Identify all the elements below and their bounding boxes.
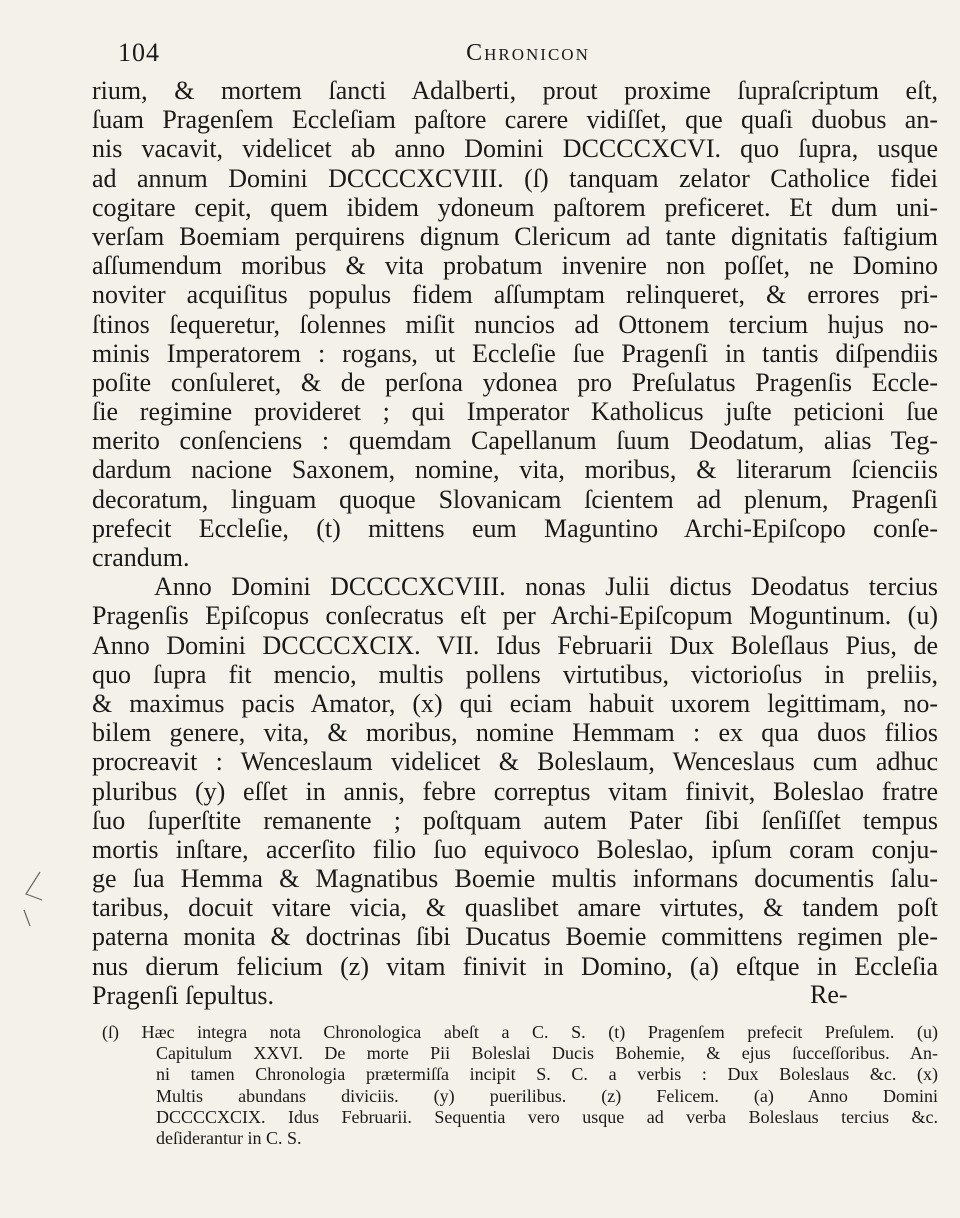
text-line: Anno Domini DCCCCXCVIII. nonas Julii dictus Deodatus tercius [154, 572, 938, 602]
text-line: merito conſenciens : quemdam Capellanum ſuum Deodatum, alias Teg- [92, 426, 938, 456]
footnote-line: Multis abundans diviciis. (y) puerilibus. (z) Felicem. (a) Anno Domini [156, 1085, 938, 1106]
text-line: dardum nacione Saxonem, nomine, vita, moribus, & literarum ſcienciis [92, 455, 938, 485]
page-header [118, 34, 938, 74]
text-line: nus dierum felicium (z) vitam finivit in Domino, (a) eſtque in Eccleſia [92, 951, 938, 981]
text-line: ad annum Domini DCCCCXCVIII. (ſ) tanquam zelator Catholice fidei [92, 163, 938, 193]
text-line: decoratum, linguam quoque Slovanicam ſcientem ad plenum, Pragenſi [92, 484, 938, 514]
text-line: pluribus (y) eſſet in annis, febre correptus vitam finivit, Boleslao fratre [92, 776, 938, 806]
text-line: aſſumendum moribus & vita probatum invenire non poſſet, ne Domino [92, 251, 938, 281]
text-line: paterna monita & doctrinas ſibi Ducatus Boemie committens regimen ple- [92, 922, 938, 952]
text-line: ge ſua Hemma & Magnatibus Boemie multis informans documentis ſalu- [92, 864, 938, 894]
margin-mark-icon [20, 870, 46, 928]
text-line: bilem genere, vita, & moribus, nomine Hemmam : ex qua duos filios [92, 718, 938, 748]
text-line: verſam Boemiam perquirens dignum Clericum ad tante dignitatis faſtigium [92, 221, 938, 251]
text-line: procreavit : Wenceslaum videlicet & Boleslaum, Wenceslaus cum adhuc [92, 747, 938, 777]
text-line: poſite conſuleret, & de perſona ydonea pro Preſulatus Pragenſis Eccle- [92, 367, 938, 397]
running-title: Chronicon [466, 40, 590, 66]
catchword: Re- [810, 980, 848, 1009]
text-line: crandum. [92, 543, 190, 572]
text-line: prefecit Eccleſie, (t) mittens eum Maguntino Archi-Epiſcopo conſe- [92, 513, 938, 543]
main-text [92, 76, 938, 1010]
text-line: noviter acquiſitus populus fidem aſſumptam relinqueret, & errores pri- [92, 280, 938, 310]
text-line: Anno Domini DCCCCXCIX. VII. Idus Februarii Dux Boleſlaus Pius, de [92, 630, 938, 660]
footnote-line: (ſ) Hæc integra nota Chronologica abeſt a C. S. (t) Pragenſem prefecit Preſulem. (u) [102, 1022, 938, 1042]
text-line: cogitare cepit, quem ibidem ydoneum paſtorem preficeret. Et dum uni- [92, 192, 938, 222]
text-line: & maximus pacis Amator, (x) qui eciam habuit uxorem legittimam, no- [92, 688, 938, 718]
text-line: mortis inſtare, accerſito filio ſuo equivoco Boleslao, ipſum coram conju- [92, 834, 938, 864]
page-number: 104 [118, 38, 160, 67]
text-line: ſtinos ſequeretur, ſolennes miſit nuncios ad Ottonem tercium hujus no- [92, 309, 938, 339]
text-line: ſie regimine provideret ; qui Imperator Katholicus juſte peticioni ſue [92, 397, 938, 427]
text-line: quo ſupra fit mencio, multis pollens virtutibus, victorioſus in preliis, [92, 659, 938, 689]
footnotes [102, 1022, 938, 1149]
text-line: Pragenſis Epiſcopus conſecratus eſt per Archi-Epiſcopum Moguntinum. (u) [92, 601, 938, 631]
footnote-line: ni tamen Chronologia prætermiſſa incipit S. C. a verbis : Dux Boleslaus &c. (x) [156, 1064, 938, 1085]
footnote-line: Capitulum XXVI. De morte Pii Boleslai Ducis Bohemie, & ejus ſucceſſoribus. An- [156, 1043, 938, 1064]
text-line: ſuo ſuperſtite remanente ; poſtquam autem Pater ſibi ſenſiſſet tempus [92, 805, 938, 835]
text-line: rium, & mortem ſancti Adalberti, prout proxime ſupraſcriptum eſt, [92, 76, 938, 105]
text-line: nis vacavit, videlicet ab anno Domini DCCCCXCVI. quo ſupra, usque [92, 134, 938, 164]
text-line: taribus, docuit vitare vicia, & quaslibet amare virtutes, & tandem poſt [92, 893, 938, 923]
text-line: Pragenſi ſepultus. [92, 980, 274, 1010]
text-line: minis Imperatorem : rogans, ut Eccleſie ſue Pragenſi in tantis diſpendiis [92, 338, 938, 368]
footnote-line: deſiderantur in C. S. [156, 1127, 302, 1148]
text-line: ſuam Pragenſem Eccleſiam paſtore carere vidiſſet, que quaſi duobus an- [92, 105, 938, 135]
footnote-line: DCCCCXCIX. Idus Februarii. Sequentia vero usque ad verba Boleslaus tercius &c. [156, 1106, 938, 1127]
